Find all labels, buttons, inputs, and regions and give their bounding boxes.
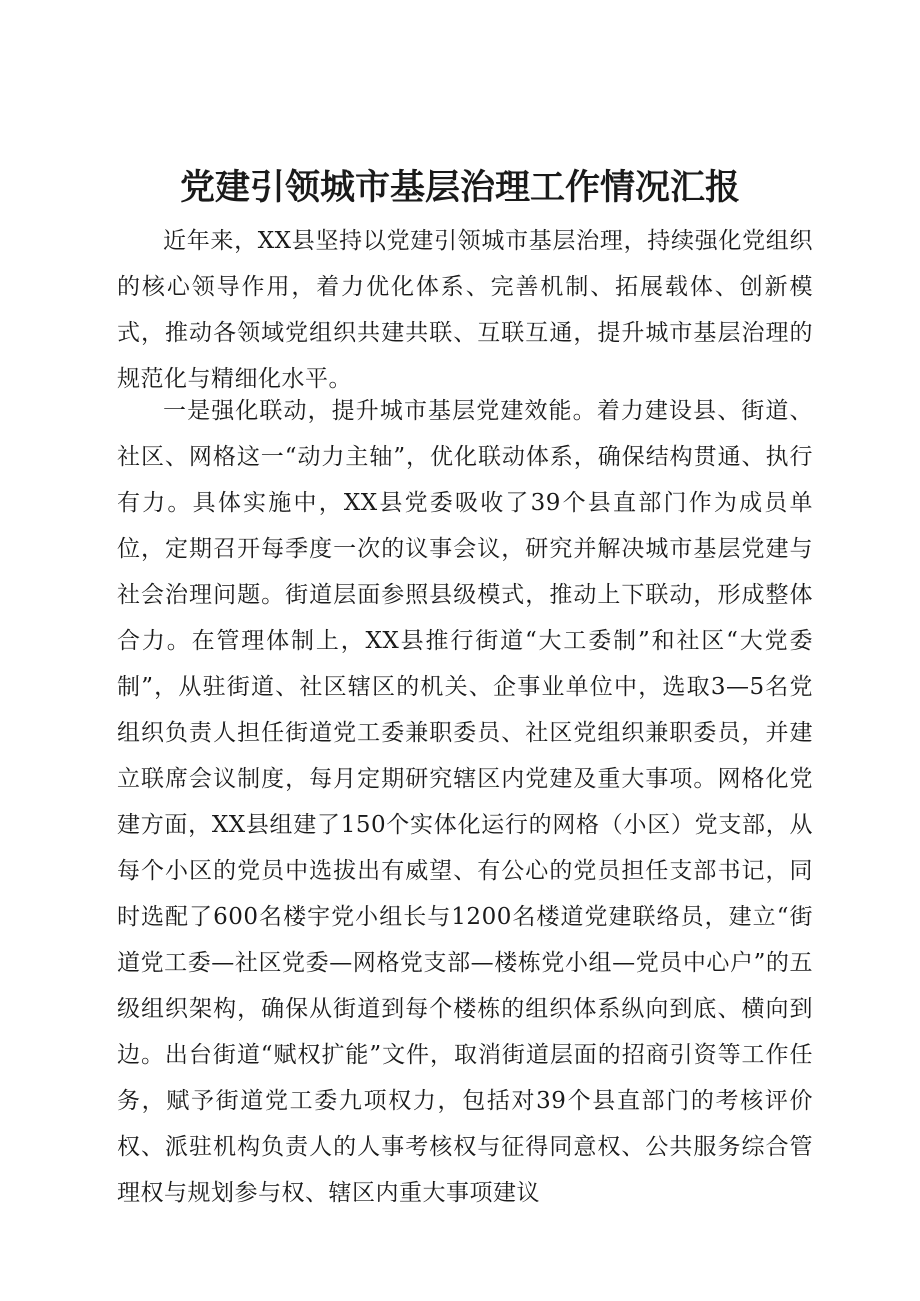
document-title: 党建引领城市基层治理工作情况汇报: [179, 168, 740, 208]
paragraph-section-one: 一是强化联动，提升城市基层党建效能。着力建设县、街道、社区、网格这一“动力主轴”，优化联动体系，确保结构贯通、执行有力。具体实施中，XX县党委吸收了39个县直部门作为成员单位，定期召开每季度一次的议事会议，研究并解决城市基层党建与社会治理问题。街道层面参照县级模式，推动上下联动，形成整体合力。在管理体制上，XX县推行街道“大工委制”和社区“大党委制”，从驻街道、社区辖区的机关、企事业单位中，选取3—5名党组织负责人担任街道党工委兼职委员、社区党组织兼职委员，并建立联席会议制度，每月定期研究辖区内党建及重大事项。网格化党建方面，XX县组建了150个实体化运行的网格（小区）党支部，从每个小区的党员中选拔出有威望、有公心的党员担任支部书记，同时选配了600名楼宇党小组长与1200名楼道党建联络员，建立“街道党工委—社区党委—网格党支部—楼栋党小组—党员中心户”的五级组织架构，确保从街道到每个楼栋的组织体系纵向到底、横向到边。出台街道“赋权扩能”文件，取消街道层面的招商引资等工作任务，赋予街道党工委九项权力，包括对39个县直部门的考核评价权、派驻机构负责人的人事考核权与征得同意权、公共服务综合管理权与规划参与权、辖区内重大事项建议: [117, 398, 813, 1206]
paragraph-intro: 近年来，XX县坚持以党建引领城市基层治理，持续强化党组织的核心领导作用，着力优化体系、完善机制、拓展载体、创新模式，推动各领域党组织共建共联、互联互通，提升城市基层治理的规范化与精细化水平。: [117, 228, 813, 392]
